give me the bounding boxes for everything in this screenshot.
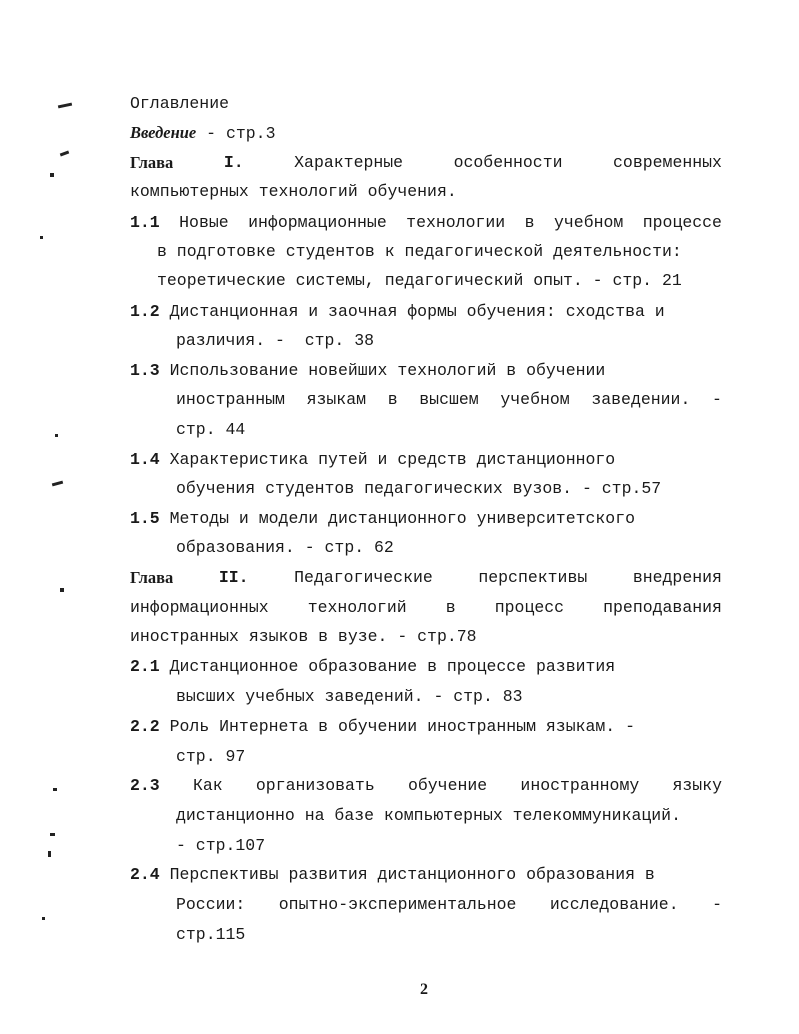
section-2-4[interactable] [130, 865, 655, 885]
section-number: 2.4 [130, 865, 160, 884]
chapter-1-title-line: компьютерных технологий обучения. [130, 182, 457, 201]
scan-speck [50, 173, 54, 177]
chapter-2-label: Глава [130, 568, 174, 587]
section-word: организовать [255, 776, 375, 795]
section-1-3-page: стр. 44 [176, 420, 246, 439]
section-word: высшем [419, 390, 479, 409]
chapter-2-word: перспективы [478, 568, 588, 587]
chapter-1-word: современных [613, 153, 722, 172]
scan-speck [60, 588, 64, 592]
chapter-1-heading[interactable] [130, 153, 722, 173]
section-2-3[interactable] [130, 776, 722, 796]
toc-title: Оглавление [130, 94, 230, 113]
scan-speck [42, 917, 45, 920]
section-word: учебном [553, 213, 624, 232]
section-word: в [524, 213, 535, 232]
section-1-4-line: обучения студентов педагогических вузов. - стр.57 [176, 479, 662, 498]
section-title: Использование новейших технологий в обучении [169, 361, 606, 380]
scan-speck [48, 851, 51, 857]
section-1-1-line: теоретические системы, педагогический опыт. - стр. 21 [157, 271, 682, 290]
section-word: технологии [406, 213, 506, 232]
section-number: 2.1 [130, 657, 160, 676]
section-title: Методы и модели дистанционного университетского [169, 509, 636, 528]
page-number: 2 [420, 981, 428, 998]
section-word: обучение [407, 776, 488, 795]
intro-label: Введение [130, 123, 197, 142]
section-1-2-line: различия. - стр. 38 [176, 331, 375, 350]
section-title: Характеристика путей и средств дистанционного [169, 450, 616, 469]
section-word: учебном [500, 390, 570, 409]
section-2-1-line: высших учебных заведений. - стр. 83 [176, 687, 523, 706]
section-word: языкам [306, 390, 367, 409]
section-title: Дистанционная и заочная формы обучения: сходства и [169, 302, 665, 321]
section-1-5[interactable] [130, 509, 635, 529]
section-number: 2.3 [130, 776, 160, 795]
section-number: 1.5 [130, 509, 160, 528]
section-1-1[interactable] [130, 213, 722, 233]
section-word: заведении. [591, 390, 691, 409]
section-2-1[interactable] [130, 657, 615, 677]
chapter-2-word: информационных [130, 598, 269, 617]
chapter-1-word: особенности [453, 153, 563, 172]
section-word: в [387, 390, 398, 409]
chapter-2-title-line [130, 598, 722, 618]
chapter-2-word: технологий [307, 598, 407, 617]
section-word: языку [672, 776, 722, 795]
chapter-2-title-line: иностранных языков в вузе. - стр.78 [130, 627, 477, 646]
section-word: иностранному [520, 776, 640, 795]
section-number: 1.1 [130, 213, 160, 232]
chapter-2-heading[interactable] [130, 568, 722, 588]
scan-speck [55, 434, 58, 437]
section-word: - [712, 895, 722, 914]
scan-speck [60, 151, 69, 157]
scan-speck [50, 833, 55, 836]
chapter-2-word: Педагогические [294, 568, 433, 587]
chapter-2-word: преподавания [603, 598, 722, 617]
section-2-2-page: стр. 97 [176, 747, 246, 766]
chapter-1-numeral: I. [223, 153, 244, 172]
section-1-2[interactable] [130, 302, 665, 322]
section-title: Дистанционное образование в процессе развития [169, 657, 616, 676]
section-word: опытно-экспериментальное [278, 895, 517, 914]
section-word: информационные [248, 213, 387, 232]
scan-speck [52, 481, 63, 487]
section-number: 1.4 [130, 450, 160, 469]
section-2-2[interactable] [130, 717, 635, 737]
toc-intro[interactable] [130, 123, 275, 144]
section-word: - [712, 390, 722, 409]
section-2-3-line: дистанционно на базе компьютерных телекоммуникаций. [176, 806, 681, 825]
section-number: 1.2 [130, 302, 160, 321]
intro-page: - стр.3 [196, 124, 276, 143]
chapter-2-word: в [445, 598, 456, 617]
chapter-2-numeral: II. [218, 568, 249, 587]
section-1-4[interactable] [130, 450, 615, 470]
section-number: 1.3 [130, 361, 160, 380]
scan-speck [53, 788, 57, 791]
scan-speck [58, 103, 72, 109]
section-title: Роль Интернета в обучении иностранным языкам. - [169, 717, 636, 736]
section-word: процессе [642, 213, 722, 232]
section-word: Новые [179, 213, 229, 232]
section-title: Перспективы развития дистанционного образования в [169, 865, 655, 884]
section-1-3-line [176, 390, 722, 410]
section-1-1-line: в подготовке студентов к педагогической деятельности: [157, 242, 682, 261]
chapter-2-word: процесс [494, 598, 565, 617]
section-word: Как [192, 776, 223, 795]
chapter-1-word: Характерные [294, 153, 404, 172]
section-number: 2.2 [130, 717, 160, 736]
section-1-5-line: образования. - стр. 62 [176, 538, 394, 557]
scan-speck [40, 236, 43, 239]
section-word: исследование. [549, 895, 679, 914]
section-word: иностранным [176, 390, 285, 409]
chapter-1-label: Глава [130, 153, 174, 172]
section-2-3-page: - стр.107 [176, 836, 266, 855]
section-1-3[interactable] [130, 361, 605, 381]
section-word: России: [176, 895, 246, 914]
section-2-4-line [176, 895, 722, 915]
chapter-2-word: внедрения [632, 568, 722, 587]
section-2-4-page: стр.115 [176, 925, 246, 944]
